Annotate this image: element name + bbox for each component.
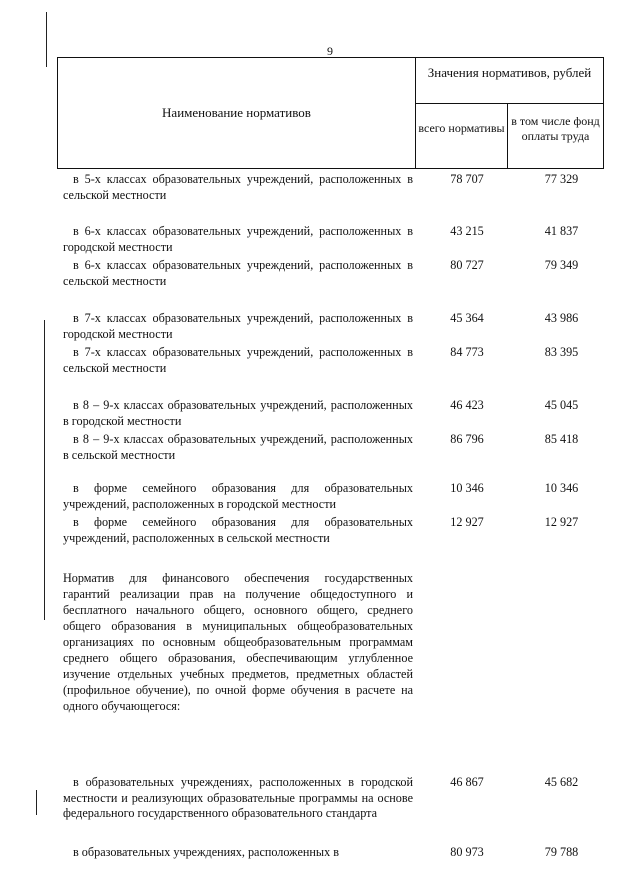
row-name: в 8 – 9-х классах образовательных учреждений, расположенных в городской местности — [63, 398, 413, 428]
row-total: 80 973 — [450, 845, 484, 859]
row-fund: 45 682 — [544, 775, 579, 789]
table-header — [57, 57, 604, 169]
page-number: 9 — [327, 44, 333, 58]
row-name: в 6-х классах образовательных учреждений, расположенных в сельской местности — [63, 258, 413, 288]
row-fund: 10 346 — [544, 481, 579, 495]
row-name: в форме семейного образования для образовательных учреждений, расположенных в сельской местности — [63, 515, 413, 545]
row-total: 46 423 — [450, 398, 484, 412]
row-total: 86 796 — [450, 432, 484, 446]
row-name: в образовательных учреждениях, расположенных в — [73, 845, 339, 859]
row-fund: 79 349 — [544, 258, 579, 272]
header-fund-column: в том числе фонд оплаты труда — [511, 114, 600, 143]
row-fund: 41 837 — [544, 224, 579, 238]
row-total: 46 867 — [450, 775, 484, 789]
row-name: в 7-х классах образовательных учреждений, расположенных в городской местности — [63, 311, 413, 341]
row-fund: 12 927 — [544, 515, 579, 529]
row-name: в форме семейного образования для образовательных учреждений, расположенных в городской местности — [63, 481, 413, 511]
row-name: в 8 – 9-х классах образовательных учреждений, расположенных в сельской местности — [63, 432, 413, 462]
row-fund: 43 986 — [544, 311, 579, 325]
header-values-title: Значения нормативов, рублей — [416, 58, 603, 104]
row-total: 43 215 — [450, 224, 484, 238]
row-total: 84 773 — [450, 345, 484, 359]
scan-line-bottom — [36, 790, 37, 815]
scan-line-top — [46, 12, 47, 67]
header-total-column: всего нормативы — [416, 104, 508, 168]
row-fund: 77 329 — [544, 172, 579, 186]
scan-line-mid — [44, 320, 45, 620]
row-name: в 5-х классах образовательных учреждений, расположенных в сельской местности — [63, 172, 413, 202]
header-name-column: Наименование нормативов — [58, 58, 416, 168]
row-name: в 7-х классах образовательных учреждений, расположенных в сельской местности — [63, 345, 413, 375]
norm-paragraph: Норматив для финансового обеспечения государственных гарантий реализации прав на получение общедоступного и бесплатного начального общего, основного общего, среднего общего образования в муниципальных общеобразовательных организациях по основным общеобразовательным программам среднего общего образования, обеспечивающим углубленное изучение отдельных учебных предметов, предметных областей (профильное обучение), по очной форме обучения в расчете на одного обучающегося: — [63, 571, 413, 713]
row-fund: 45 045 — [544, 398, 579, 412]
row-total: 10 346 — [450, 481, 484, 495]
row-total: 45 364 — [450, 311, 484, 325]
row-fund: 83 395 — [544, 345, 579, 359]
row-total: 12 927 — [450, 515, 484, 529]
row-fund: 85 418 — [544, 432, 579, 446]
row-fund: 79 788 — [544, 845, 579, 859]
row-name: в 6-х классах образовательных учреждений, расположенных в городской местности — [63, 224, 413, 254]
row-total: 80 727 — [450, 258, 484, 272]
row-total: 78 707 — [450, 172, 484, 186]
row-name: в образовательных учреждениях, расположенных в городской местности и реализующих образовательные программы на основе федерального государственного образовательного стандарта — [63, 775, 413, 821]
